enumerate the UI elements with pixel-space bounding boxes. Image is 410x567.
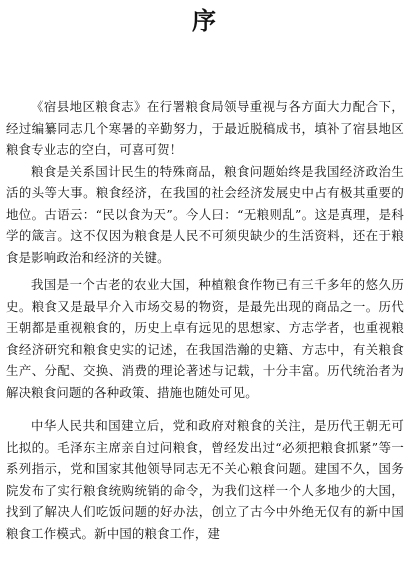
paragraph-4: 中华人民共和国建立后，党和政府对粮食的关注，是历代王朝无可比拟的。毛泽东主席亲自过问粮食，曾经发出过“必须把粮食抓紧”等一系列指示，党和国家其他领导同志无不关心粮食问题。建国不久，国务院发布了实行粮食统购统销的命令，为我们这样一个人多地少的大国，找到了解决人们吃饭问题的好办法，创立了古今中外绝无仅有的新中国粮食工作模式。新中国的粮食工作，建	[6, 418, 404, 541]
preface-body	[6, 96, 404, 544]
paragraph-1: 《宿县地区粮食志》在行署粮食局领导重视与各方面大力配合下，经过编纂同志几个寒暑的辛勤努力，于最近脱稿成书，填补了宿县地区粮食专业志的空白，可喜可贺！	[6, 99, 404, 157]
preface-title: 序	[192, 6, 218, 35]
paragraph-3: 我国是一个古老的农业大国，种植粮食作物已有三千多年的悠久历史。粮食又是最早介入市场交易的物资，是最先出现的商品之一。历代王朝都是重视粮食的，历史上卓有远见的思想家、方志学者，也重视粮食经济研究和粮食史实的记述，在我国浩瀚的史籍、方志中，有关粮食生产、分配、交换、消费的理论著述与记载，十分丰富。历代统治者为解决粮食问题的各种政策、措施也随处可见。	[6, 277, 404, 400]
paragraph-2: 粮食是关系国计民生的特殊商品，粮食问题始终是我国经济政治生活的头等大事。粮食经济，在我国的社会经济发展史中占有极其重要的地位。古语云：“民以食为天”。今人曰：“无粮则乱”。这是真理，是科学的箴言。这不仅因为粮食是人民不可须臾缺少的生活资料，还在于粮食是影响政治和经济的关键。	[6, 163, 404, 265]
